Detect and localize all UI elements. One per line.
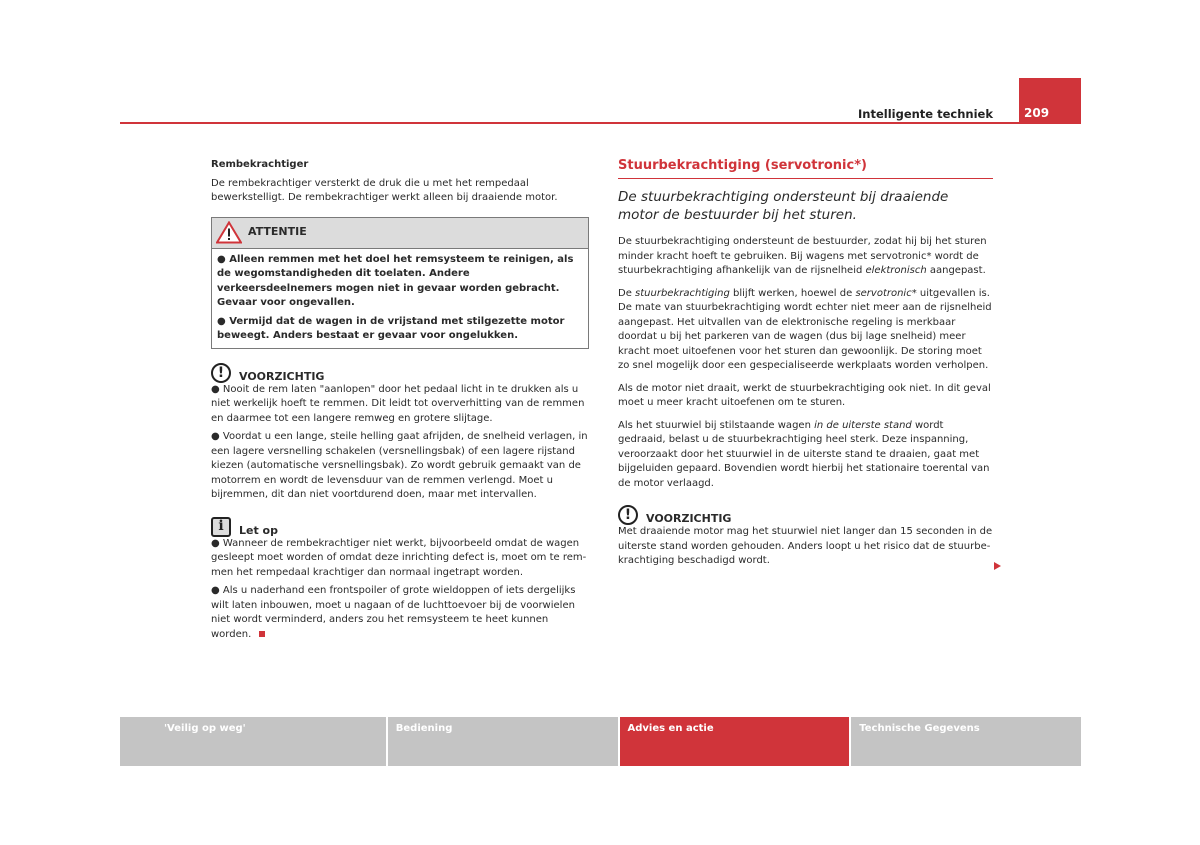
attentie-item: ● Alleen remmen met het doel het remsysteem te reinigen, als de wegomstandigheden dit toelaten. Andere verkeersdeelnemers mogen niet in gevaar worden gebracht. Gevaar voor ongevallen. [217,253,574,308]
attentie-header [212,218,588,249]
text-run: De stuurbekrachtiging ondersteunt de bestuurder, zodat hij bij het sturen minder kracht hoeft te gebruiken. Bij wagens met servotronic* wordt de stuurbekrachtiging afhankelijk van de rijsnelheid [618,236,987,276]
voorzichtig-header-right [618,505,993,525]
letop-label: Let op [239,523,278,537]
voorzichtig-header [211,363,589,383]
voorzichtig-text-right: Met draaiende motor mag het stuurwiel niet langer dan 15 seconden in de uiterste stand worden gehouden. Anders loopt u het risico dat de stuurbekrachtiging beschadigd wordt. [618,526,993,566]
paragraph-3: Als de motor niet draait, werkt de stuurbekrachtiging ook niet. In dit geval moet u meer kracht uitoefenen om te sturen. [618,382,991,408]
paragraph-4 [618,419,993,492]
tab-veilig-op-weg[interactable]: 'Veilig op weg' [120,717,386,766]
chapter-title: Intelligente techniek [858,107,993,121]
italic-run: servotronic [855,287,912,299]
text-run: Als het stuurwiel bij stilstaande wagen [618,419,815,431]
section-title: Stuurbekrachtiging (servotronic*) [618,158,867,173]
section-title-rule [618,178,993,179]
right-column [618,158,993,569]
voorzichtig-item: ● Nooit de rem laten "aanlopen" door het pedaal licht in te drukken als u niet werkelijk hoeft te remmen. Dit leidt tot oververhitting van de remmen en daarmee tot een langere remweg en grotere slijtage. [211,383,585,424]
tab-bediening[interactable]: Bediening [388,717,618,766]
tab-technische-gegevens[interactable]: Technische Gegevens [851,717,1081,766]
text-run: wordt gedraaid, belast u de stuurbekrachtiging heel sterk. Deze inspanning, veroorzaakt door het stuurwiel in de uiterste stand te draaien, gaat met bijgeluiden gepaard. Bovendien wordt hierbij het stationaire toerental van de motor verlaagd. [618,419,990,489]
text-run: De [618,287,636,299]
italic-run: stuurbekrachtiging [635,287,730,299]
voorzichtig-label: VOORZICHTIG [239,369,325,383]
letop-item: ● Wanneer de rembekrachtiger niet werkt, bijvoorbeeld omdat de wagen gesleept moet worden of omdat deze inrichting defect is, moet om te remmen het rempedaal krachtiger dan normaal ingetrapt worden. [211,537,587,578]
paragraph-2 [618,287,993,374]
continue-arrow-icon [994,562,1001,570]
page-number: 209 [1024,106,1050,120]
header-rule [120,122,1080,124]
left-column [211,158,589,642]
subheading-rembekrachtiger: Rembekrachtiger [211,159,309,170]
footer-nav [120,717,1081,766]
italic-run: in de uiterste stand [814,419,912,431]
page-number-tab [1019,78,1081,124]
caution-circle-icon: ! [618,505,638,525]
letop-item-text: ● Als u naderhand een frontspoiler of grote wieldoppen of iets dergelijks wilt laten inbouwen, moet u nagaan of de luchttoevoer bij de voorwielen niet wordt verminderd, anders zou het remsysteem te heet kunnen worden. [211,585,576,640]
attentie-item: ● Vermijd dat de wagen in de vrijstand met stilgezette motor beweegt. Anders bestaat er gevaar voor ongelukken. [217,315,565,341]
text-run: blijft werken, hoewel de [729,287,856,299]
lead-text: De stuurbekrachtiging ondersteunt bij draaiende motor de bestuurder bij het sturen. [618,189,949,223]
italic-run: elektronisch [865,265,927,276]
attentie-label: ATTENTIE [248,225,307,239]
section-end-marker-icon [259,631,265,637]
text-run: * uitgevallen is. De mate van stuurbekrachtiging wordt echter niet meer aan de rijsnelheid aangepast. Het uitvallen van de elektronische regeling is merkbaar doordat u bij het parkeren van de wagen (dus bij lage snelheid) meer kracht moet uitoefenen voor het sturen dan gewoonlijk. De storing moet zo snel mogelijk door een gespecialiseerde werkplaats worden verholpen. [618,287,992,371]
info-icon: i [211,517,231,537]
voorzichtig-label-right: VOORZICHTIG [646,512,732,525]
intro-text: De rembekrachtiger versterkt de druk die u met het rempedaal bewerkstelligt. De rembekrachtiger werkt alleen bij draaiende motor. [211,177,558,203]
tab-advies-en-actie[interactable]: Advies en actie [620,717,850,766]
caution-circle-icon: ! [211,363,231,383]
letop-item [211,584,589,642]
voorzichtig-item: ● Voordat u een lange, steile helling gaat afrijden, de snelheid verlagen, in een lagere versnelling schakelen (versnellingsbak) of een lagere rijstand kiezen (automatische versnellingsbak). Zo wordt gebruik gemaakt van de motorrem en wordt de levensduur van de remmen verlengd. Moet u bijremmen, dit dan niet voortdurend doen, maar met intervallen. [211,431,588,500]
letop-header [211,517,589,537]
warning-triangle-icon [216,221,242,244]
text-run: aangepast. [926,265,986,276]
attentie-box [211,217,589,349]
paragraph-1 [618,235,993,279]
attentie-body [212,249,588,348]
